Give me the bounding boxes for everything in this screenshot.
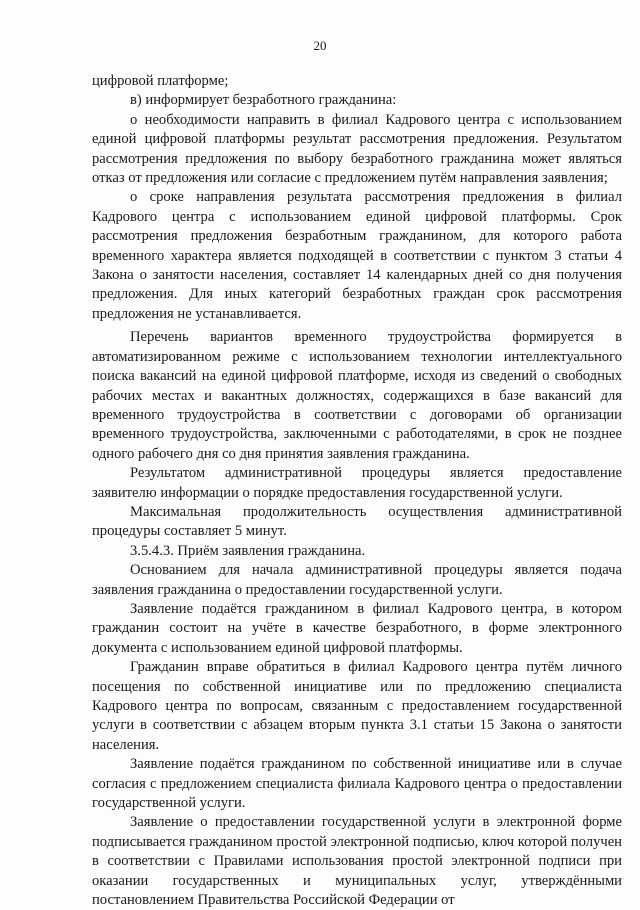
paragraph-max-duration: Максимальная продолжительность осуществления административной процедуры составляет 5 минут. — [92, 503, 622, 540]
paragraph-application-submitted: Заявление подаётся гражданином в филиал Кадрового центра, в котором гражданин состоит на учёте в качестве безработного, в форме электронного документа с использованием единой цифровой платформы. — [92, 600, 622, 656]
document-body — [92, 72, 622, 910]
paragraph-own-initiative: Заявление подаётся гражданином по собственной инициативе или в случае согласия с предложением специалиста филиала Кадрового центра о предоставлении государственной услуги. — [92, 756, 622, 812]
paragraph-subitem-v: в) информирует безработного гражданина: — [130, 92, 397, 109]
paragraph-result: Результатом административной процедуры является предоставление заявителю информации о порядке предоставления государственной услуги. — [92, 465, 622, 501]
paragraph-electronic-signature: Заявление о предоставлении государственной услуги в электронной форме подписывается гражданином простой электронной подписью, ключ которой получен в соответствии с Правилами использования простой электронной подписи при оказании государственных и муниципальных услуг, утверждёнными постановлением Правительства Российской Федерации от — [92, 814, 622, 909]
paragraph-personal-visit: Гражданин вправе обратиться в филиал Кадрового центра путём личного посещения по собственной инициативе или по предложению специалиста Кадрового центра по вопросам, связанным с предоставлением государственной услуги в соответствии с абзацем вторым пункта 3.1 статьи 15 Закона о занятости населения. — [92, 659, 622, 753]
section-heading-3-5-4-3: 3.5.4.3. Приём заявления гражданина. — [130, 542, 366, 559]
paragraph-basis: Основанием для начала административной процедуры является подача заявления гражданина о предоставлении государственной услуги. — [92, 562, 622, 598]
page-number: 20 — [313, 38, 327, 53]
paragraph-vacancy-list: Перечень вариантов временного трудоустройства формируется в автоматизированном режиме с использованием технологии интеллектуального поиска вакансий на единой цифровой платформе, исходя из сведений о свободных рабочих местах и вакантных должностях, содержащихся в базе вакансий для временного трудоустройства в соответствии с договорами об организации временного трудоустройства, заключенными с работодателями, в срок не позднее одного рабочего дня со дня принятия заявления гражданина. — [92, 329, 622, 462]
paragraph-continuation: цифровой платформе; — [92, 73, 229, 89]
paragraph-deadline: о сроке направления результата рассмотрения предложения в филиал Кадрового центра с использованием единой цифровой платформы. Срок рассмотрения предложения безработным гражданином, для которого работа временного характера является подходящей в соответствии с пунктом 3 статьи 4 Закона о занятости населения, составляет 14 календарных дней со дня получения предложения. Для иных категорий безработных граждан срок рассмотрения предложения не устанавливается. — [92, 189, 622, 322]
paragraph-need-to-send: о необходимости направить в филиал Кадрового центра с использованием единой цифровой платформы результат рассмотрения предложения. Результатом рассмотрения предложения по выбору безработного гражданина может являться отказ от предложения или согласие с предложением путём направления заявления; — [92, 111, 622, 187]
